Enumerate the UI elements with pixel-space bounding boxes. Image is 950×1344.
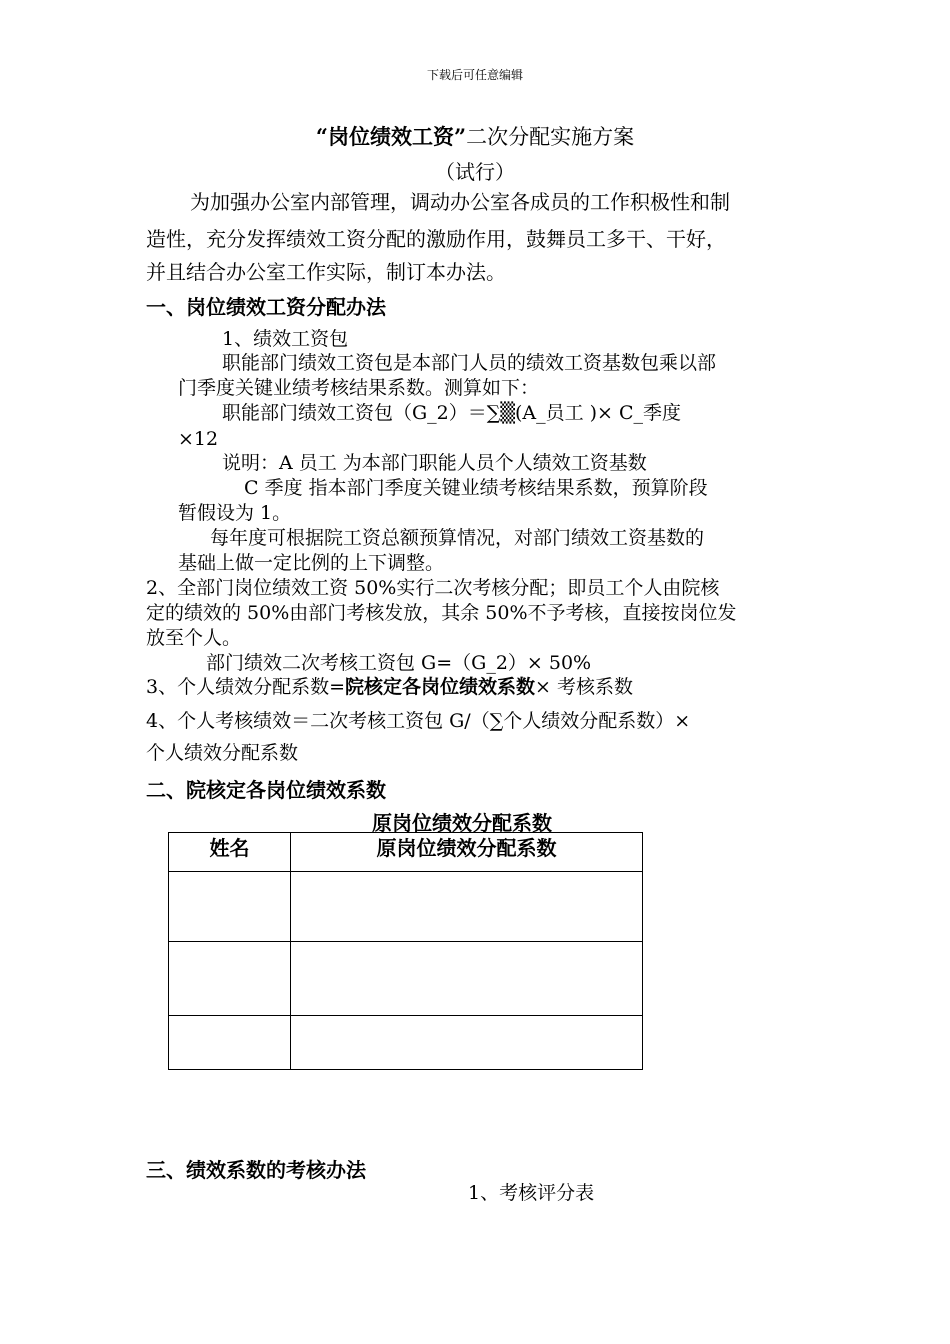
table-row bbox=[169, 942, 643, 1016]
item4-line-2: 个人绩效分配系数 bbox=[146, 742, 299, 764]
title-bold-part: “岗位绩效工资” bbox=[315, 124, 467, 149]
item3-suffix: × 考核系数 bbox=[535, 676, 633, 698]
note-a-line: 说明：A 员工 为本部门职能人员个人绩效工资基数 bbox=[222, 452, 647, 474]
title-rest: 二次分配实施方案 bbox=[466, 125, 635, 149]
item1-line-1: 职能部门绩效工资包是本部门人员的绩效工资基数包乘以部 bbox=[222, 352, 717, 374]
intro-line-3: 并且结合办公室工作实际，制订本办法。 bbox=[146, 260, 506, 284]
table-row bbox=[169, 1016, 643, 1070]
document-title bbox=[0, 121, 950, 151]
table-cell bbox=[169, 942, 291, 1016]
item2-line-1: 2、全部门岗位绩效工资 50%实行二次考核分配；即员工个人由院核 bbox=[146, 577, 720, 599]
table-header-coefficient: 原岗位绩效分配系数 bbox=[291, 833, 643, 872]
table-cell bbox=[169, 872, 291, 942]
intro-line-1: 为加强办公室内部管理，调动办公室各成员的工作积极性和制 bbox=[190, 190, 730, 214]
adjust-line-2: 基础上做一定比例的上下调整。 bbox=[178, 552, 445, 574]
table-cell bbox=[169, 1016, 291, 1070]
section3-sub: 1、考核评分表 bbox=[468, 1182, 595, 1204]
section3-heading: 三、绩效系数的考核办法 bbox=[146, 1158, 366, 1182]
table-header-row bbox=[169, 833, 643, 872]
formula-line-cont: ×12 bbox=[178, 428, 219, 450]
table-cell bbox=[291, 872, 643, 942]
document-subtitle: （试行） bbox=[435, 160, 515, 184]
section1-heading: 一、岗位绩效工资分配办法 bbox=[146, 295, 386, 319]
header-note: 下载后可任意编辑 bbox=[426, 68, 523, 82]
table-cell bbox=[291, 942, 643, 1016]
item2-formula: 部门绩效二次考核工资包 G=（G_2）× 50% bbox=[206, 652, 592, 674]
section2-heading: 二、院核定各岗位绩效系数 bbox=[146, 778, 386, 802]
coefficient-table bbox=[168, 832, 643, 1070]
adjust-line-1: 每年度可根据院工资总额预算情况，对部门绩效工资基数的 bbox=[210, 527, 705, 549]
item1-title: 1、绩效工资包 bbox=[222, 328, 349, 350]
item2-line-3: 放至个人。 bbox=[146, 627, 242, 649]
formula-line: 职能部门绩效工资包（G_2）＝∑▒(A_员工 )× C_季度 bbox=[222, 402, 682, 424]
item1-line-2: 门季度关键业绩考核结果系数。测算如下： bbox=[178, 377, 540, 399]
item3-line bbox=[146, 675, 633, 699]
table-cell bbox=[291, 1016, 643, 1070]
item2-line-2: 定的绩效的 50%由部门考核发放，其余 50%不予考核，直接按岗位发 bbox=[146, 602, 737, 624]
note-c-line: C 季度 指本部门季度关键业绩考核结果系数，预算阶段 bbox=[244, 477, 708, 499]
intro-line-2: 造性，充分发挥绩效工资分配的激励作用，鼓舞员工多干、干好， bbox=[146, 227, 726, 251]
note-c-line-cont: 暂假设为 1。 bbox=[178, 502, 292, 524]
item4-line-1: 4、个人考核绩效＝二次考核工资包 G/（∑个人绩效分配系数）× bbox=[146, 710, 691, 732]
table-caption-text: 原岗位绩效分配系数 bbox=[372, 811, 552, 835]
item3-prefix: 3、个人绩效分配系数= bbox=[146, 676, 346, 698]
table-row bbox=[169, 872, 643, 942]
item3-bold: 院核定各岗位绩效系数 bbox=[345, 676, 536, 698]
table-header-name: 姓名 bbox=[169, 833, 291, 872]
